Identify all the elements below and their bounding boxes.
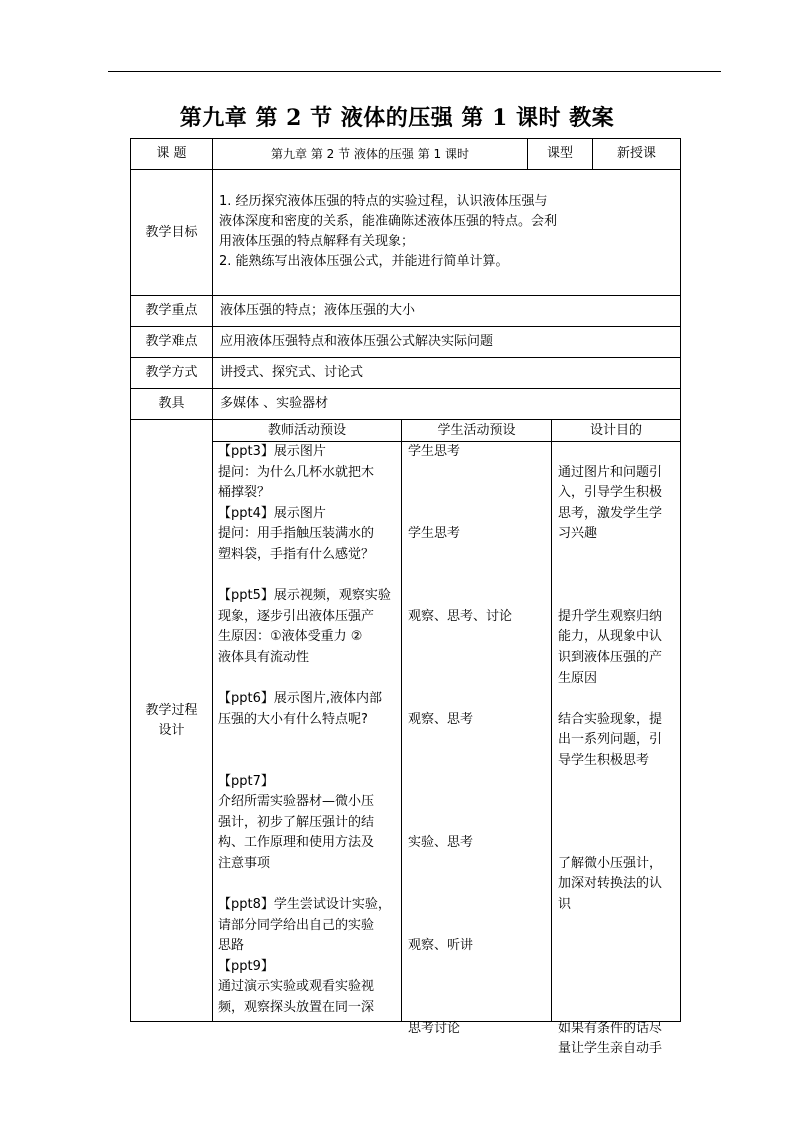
type-label: 课型 xyxy=(546,146,573,161)
topic-value: 第九章 第 2 节 液体的压强 第 1 课时 xyxy=(271,147,469,161)
goals-line: 1. 经历探究液体压强的特点的实验过程，认识液体压强与 xyxy=(219,194,548,209)
difficult-value: 应用液体压强特点和液体压强公式解决实际问题 xyxy=(220,334,494,349)
page-title: 第九章 第 2 节 液体的压强 第 1 课时 教案 xyxy=(179,105,615,131)
goals-line: 用液体压强的特点解释有关现象； xyxy=(219,234,415,249)
purpose-header: 设计目的 xyxy=(589,422,642,438)
type-value: 新授课 xyxy=(616,146,656,161)
topic-label: 课 题 xyxy=(156,146,187,161)
goals-line: 液体深度和密度的关系，能准确陈述液体压强的特点。会利 xyxy=(219,214,558,229)
lesson-plan-table xyxy=(130,138,681,1057)
teacher-header: 教师活动预设 xyxy=(267,422,346,438)
goals-line: 2. 能熟练写出液体压强公式，并能进行简单计算。 xyxy=(219,254,509,269)
method-value: 讲授式、探究式、讨论式 xyxy=(220,365,364,380)
goals-label: 教学目标 xyxy=(145,224,198,240)
col-divider xyxy=(401,419,402,1021)
goals-text xyxy=(219,192,589,272)
col-divider xyxy=(212,139,213,1021)
teacher-activities: 【ppt3】展示图片 提问：为什么几杯水就把木 桶撑裂？ 【ppt4】展示图片 提问：用手指触压装满水的 塑料袋，手指有什么感觉？ 【ppt5】展示视频，观察实验 现象，逐步引出液体压强产 生原因：①液体受重力 ② 液体具有流动性 【ppt6】展示图片,液体内部 压强的大小有什么特点呢? 【ppt7】 介绍所需实验器材—微小压 强计，初步了解压强计的结 构、工作原理和使用方法及 注意事项 【ppt8】学生尝试设计实验， 请部分同学给出自己的实验 思路 【ppt9】 通过演示实验或观看实验视 频，观察探头放置在同一深 xyxy=(218,444,391,1016)
tools-label: 教具 xyxy=(158,396,185,411)
student-activities: 学生思考 学生思考 观察、思考、讨论 观察、思考 实验、思考 观察、听讲 思考讨论 xyxy=(408,444,513,1036)
method-label: 教学方式 xyxy=(145,365,198,380)
key-label: 教学重点 xyxy=(145,303,198,318)
tools-value: 多媒体 、实验器材 xyxy=(220,396,329,411)
difficult-label: 教学难点 xyxy=(145,334,198,349)
col-divider xyxy=(551,419,552,1021)
header-rule xyxy=(108,71,721,72)
key-value: 液体压强的特点；液体压强的大小 xyxy=(220,303,416,318)
process-label: 教学过程 设计 xyxy=(145,702,198,738)
design-purposes: 通过图片和问题引 入，引导学生积极 思考，激发学生学 习兴趣 提升学生观察归纳 能力，从现象中认 识到液体压强的产 生原因 结合实验现象，提 出一系列问题，引 导学生积极思考 了解微小压强计， 加深对转换法的认 识 如果有条件的话尽 量让学生亲自动手 xyxy=(558,464,663,1057)
student-header: 学生活动预设 xyxy=(437,422,516,438)
row-divider xyxy=(131,169,680,170)
